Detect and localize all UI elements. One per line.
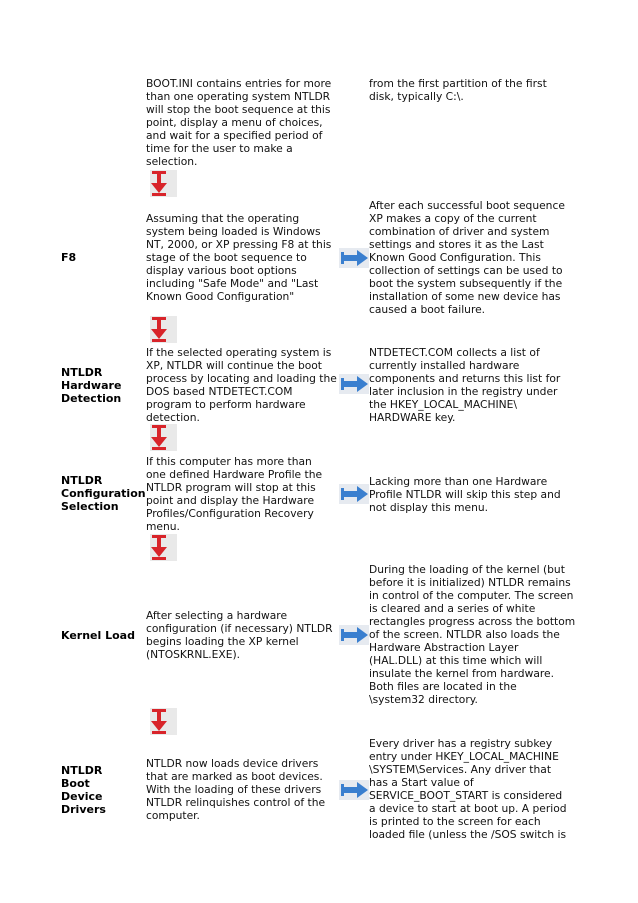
down-arrow-icon (148, 532, 178, 562)
step-label-boot-device-drivers: NTLDR Boot Device Drivers (61, 764, 106, 816)
right-arrow-icon (339, 374, 369, 394)
row-5-description: NTLDR now loads device drivers that are marked as boot devices. With the loading of these drivers NTLDR relinquishes control of the computer. (146, 757, 326, 822)
step-label-kernel-load: Kernel Load (61, 629, 135, 642)
right-arrow-icon (339, 780, 369, 800)
row-0-description: BOOT.INI contains entries for more than one operating system NTLDR will stop the boot sequence at this point, display a menu of choices, and wait for a specified period of time for the user to make a selection. (146, 77, 332, 168)
row-4-detail: During the loading of the kernel (but before it is initialized) NTLDR remains in control of the computer. The screen is cleared and a series of white rectangles progress across the bottom of the screen. NTLDR also loads the Hardware Abstraction Layer (HAL.DLL) at this time which will insulate the kernel from hardware. Both files are located in the \system32 directory. (369, 563, 576, 706)
down-arrow-icon (148, 422, 178, 452)
row-4-description: After selecting a hardware configuration (if necessary) NTLDR begins loading the XP kernel (NTOSKRNL.EXE). (146, 609, 333, 661)
right-arrow-icon (339, 484, 369, 504)
row-2-description: If the selected operating system is XP, NTLDR will continue the boot process by locating and loading the DOS based NTDETECT.COM program to perform hardware detection. (146, 346, 337, 424)
step-label-hardware-detection: NTLDR Hardware Detection (61, 366, 122, 405)
down-arrow-icon (148, 168, 178, 198)
right-arrow-icon (339, 248, 369, 268)
row-3-detail: Lacking more than one Hardware Profile NTLDR will skip this step and not display this menu. (369, 475, 561, 514)
row-3-description: If this computer has more than one defined Hardware Profile the NTLDR program will stop at this point and display the Hardware Profiles/Configuration Recovery menu. (146, 455, 323, 533)
row-1-detail: After each successful boot sequence XP makes a copy of the current combination of driver and system settings and stores it as the Last Known Good Configuration. This collection of settings can be used to boot the system subsequently if the installation of some new device has caused a boot failure. (369, 199, 565, 316)
step-label-f8: F8 (61, 251, 77, 264)
down-arrow-icon (148, 314, 178, 344)
step-label-configuration-selection: NTLDR Configuration Selection (61, 474, 146, 513)
right-arrow-icon (339, 625, 369, 645)
down-arrow-icon (148, 706, 178, 736)
row-0-detail: from the first partition of the first disk, typically C:\. (369, 77, 547, 103)
row-1-description: Assuming that the operating system being loaded is Windows NT, 2000, or XP pressing F8 at this stage of the boot sequence to display various boot options including "Safe Mode" and "Last Known Good Configuration" (146, 212, 332, 303)
row-2-detail: NTDETECT.COM collects a list of currently installed hardware components and returns this list for later inclusion in the registry under the HKEY_LOCAL_MACHINE\ HARDWARE key. (369, 346, 561, 424)
row-5-detail: Every driver has a registry subkey entry under HKEY_LOCAL_MACHINE \SYSTEM\Services. Any driver that has a Start value of SERVICE_BOOT_START is considered a device to start at boot up. A period is printed to the screen for each loaded file (unless the /SOS switch is (369, 737, 567, 841)
